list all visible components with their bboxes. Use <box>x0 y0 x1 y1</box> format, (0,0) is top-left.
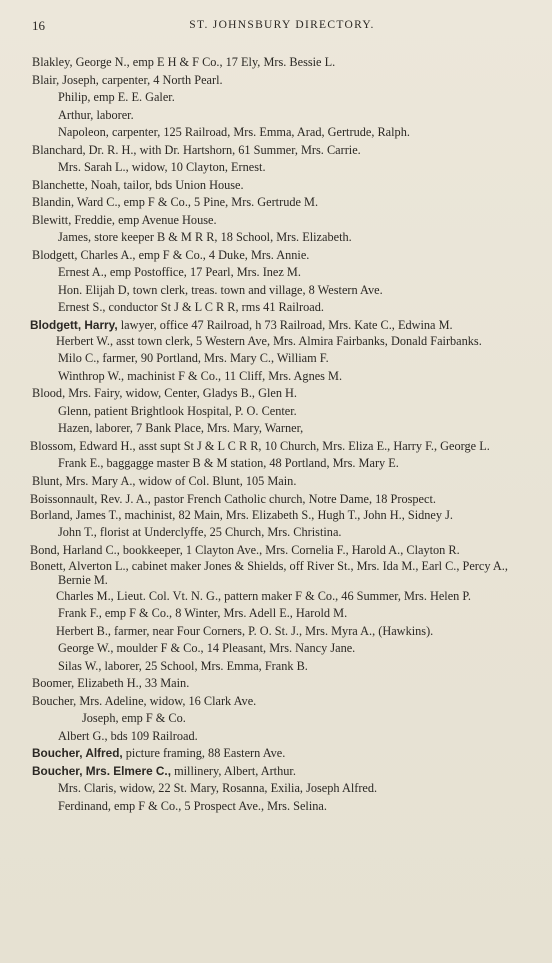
entry-text: Silas W., laborer, 25 School, Mrs. Emma, Frank B. <box>58 658 308 673</box>
directory-entry <box>30 543 540 558</box>
entry-text: picture framing, 88 Eastern Ave. <box>122 746 286 760</box>
directory-entry <box>30 492 540 507</box>
directory-entry <box>30 455 540 473</box>
entry-text: Napoleon, carpenter, 125 Railroad, Mrs. Emma, Arad, Gertrude, Ralph. <box>58 125 410 139</box>
directory-entry <box>30 264 540 282</box>
directory-entry <box>30 247 540 265</box>
directory-entry <box>30 72 540 90</box>
entry-text: Albert G., bds 109 Railroad. <box>58 728 198 743</box>
directory-entry <box>30 299 540 317</box>
entry-text: Blakley, George N., emp E H & F Co., 17 Ely, Mrs. Bessie L. <box>32 55 336 69</box>
entry-text: Ernest S., conductor St J & L C R R, rms 41 Railroad. <box>58 300 324 314</box>
entry-text: Blunt, Mrs. Mary A., widow of Col. Blunt, 105 Main. <box>32 473 297 488</box>
entry-text: Herbert B., farmer, near Four Corners, P. O. St. J., Mrs. Myra A., (Hawkins). <box>56 624 434 638</box>
entry-text: Blanchette, Noah, tailor, bds Union House. <box>32 177 244 192</box>
entry-text: Arthur, laborer. <box>58 107 134 122</box>
directory-entry <box>30 107 540 125</box>
entry-text: Ernest A., emp Postoffice, 17 Pearl, Mrs. Inez M. <box>58 265 301 279</box>
entry-text: Blanchard, Dr. R. H., with Dr. Hartshorn, 61 Summer, Mrs. Carrie. <box>32 142 361 157</box>
directory-entry <box>30 403 540 421</box>
directory-entry <box>30 605 540 623</box>
entry-text: George W., moulder F & Co., 14 Pleasant, Mrs. Nancy Jane. <box>58 641 356 655</box>
directory-entry <box>30 473 540 491</box>
entry-text: Joseph, emp F & Co. <box>82 711 186 725</box>
entry-text: Boomer, Elizabeth H., 33 Main. <box>32 676 190 690</box>
directory-entry <box>30 675 540 693</box>
entry-text: Blewitt, Freddie, emp Avenue House. <box>32 212 217 227</box>
entry-text: Blood, Mrs. Fairy, widow, Center, Gladys B., Glen H. <box>32 386 298 400</box>
directory-entry <box>30 524 540 542</box>
directory-entry <box>30 763 540 781</box>
entry-text: Blandin, Ward C., emp F & Co., 5 Pine, Mrs. Gertrude M. <box>32 195 319 209</box>
directory-entry <box>30 420 540 438</box>
page-header <box>30 18 534 36</box>
entry-name-bold: Boucher, Mrs. Elmere C., <box>32 763 171 778</box>
directory-entry <box>30 142 540 160</box>
directory-entry <box>30 177 540 195</box>
directory-entry <box>30 658 540 676</box>
directory-entry <box>30 194 540 212</box>
entry-text: Hon. Elijah D, town clerk, treas. town and village, 8 Western Ave. <box>58 282 383 297</box>
entry-text: James, store keeper B & M R R, 18 School, Mrs. Elizabeth. <box>58 230 352 244</box>
entry-text: Blair, Joseph, carpenter, 4 North Pearl. <box>32 72 223 87</box>
entry-text: Bonett, Alverton L., cabinet maker Jones & Shields, off River St., Mrs. Ida M., Earl C., Percy A., Bernie M. <box>30 558 508 587</box>
entry-text: Mrs. Claris, widow, 22 St. Mary, Rosanna, Exilia, Joseph Alfred. <box>58 781 378 795</box>
directory-entry <box>30 780 540 798</box>
entry-name-bold: Blodgett, Harry, <box>30 318 118 332</box>
directory-entry <box>30 728 540 746</box>
directory-entry <box>30 508 540 523</box>
directory-entries <box>30 54 540 815</box>
entry-text: Mrs. Sarah L., widow, 10 Clayton, Ernest. <box>58 160 266 174</box>
directory-entry <box>30 385 540 403</box>
entry-text: Blossom, Edward H., asst supt St J & L C R R, 10 Church, Mrs. Eliza E., Harry F., George L. <box>30 439 490 453</box>
directory-entry <box>30 54 540 72</box>
entry-text: Boucher, Mrs. Adeline, widow, 16 Clark Ave. <box>32 693 257 708</box>
directory-entry <box>30 229 540 247</box>
directory-entry <box>30 318 540 333</box>
entry-text: Herbert W., asst town clerk, 5 Western Ave, Mrs. Almira Fairbanks, Donald Fairbanks. <box>56 334 482 348</box>
directory-entry <box>30 439 540 454</box>
directory-entry <box>30 124 540 142</box>
directory-entry <box>30 282 540 300</box>
entry-text: Blodgett, Charles A., emp F & Co., 4 Duke, Mrs. Annie. <box>32 247 310 262</box>
entry-text: Frank E., baggagge master B & M station, 48 Portland, Mrs. Mary E. <box>58 456 399 470</box>
entry-text: Winthrop W., machinist F & Co., 11 Cliff, Mrs. Agnes M. <box>58 368 343 383</box>
running-title: ST. JOHNSBURY DIRECTORY. <box>189 19 375 31</box>
directory-entry <box>30 745 540 763</box>
directory-entry <box>30 710 540 728</box>
entry-text: millinery, Albert, Arthur. <box>171 763 296 778</box>
entry-text: Philip, emp E. E. Galer. <box>58 90 175 104</box>
directory-entry <box>30 334 540 349</box>
page-number: 16 <box>32 18 45 33</box>
directory-entry <box>30 693 540 711</box>
directory-entry <box>30 350 540 368</box>
directory-entry <box>30 559 540 588</box>
directory-entry <box>30 159 540 177</box>
directory-entry <box>30 798 540 816</box>
entry-text: Hazen, laborer, 7 Bank Place, Mrs. Mary, Warner, <box>58 421 304 435</box>
directory-entry <box>30 212 540 230</box>
entry-text: lawyer, office 47 Railroad, h 73 Railroad, Mrs. Kate C., Edwina M. <box>117 318 453 332</box>
entry-text: John T., florist at Underclyffe, 25 Church, Mrs. Christina. <box>58 524 342 539</box>
entry-text: Glenn, patient Brightlook Hospital, P. O. Center. <box>58 403 297 418</box>
directory-entry <box>30 89 540 107</box>
entry-text: Borland, James T., machinist, 82 Main, Mrs. Elizabeth S., Hugh T., John H., Sidney J. <box>30 507 453 522</box>
entry-text: Boissonnault, Rev. J. A., pastor French Catholic church, Notre Dame, 18 Prospect. <box>30 491 436 506</box>
entry-text: Frank F., emp F & Co., 8 Winter, Mrs. Adell E., Harold M. <box>58 606 348 620</box>
entry-text: Bond, Harland C., bookkeeper, 1 Clayton Ave., Mrs. Cornelia F., Harold A., Clayton R. <box>30 542 460 557</box>
entry-text: Milo C., farmer, 90 Portland, Mrs. Mary C., William F. <box>58 351 329 365</box>
entry-name-bold: Boucher, Alfred, <box>32 746 123 760</box>
entry-text: Ferdinand, emp F & Co., 5 Prospect Ave., Mrs. Selina. <box>58 798 327 813</box>
directory-entry <box>30 368 540 386</box>
directory-entry <box>30 640 540 658</box>
directory-entry <box>30 589 540 604</box>
directory-entry <box>30 624 540 639</box>
entry-text: Charles M., Lieut. Col. Vt. N. G., pattern maker F & Co., 46 Summer, Mrs. Helen P. <box>56 589 471 603</box>
